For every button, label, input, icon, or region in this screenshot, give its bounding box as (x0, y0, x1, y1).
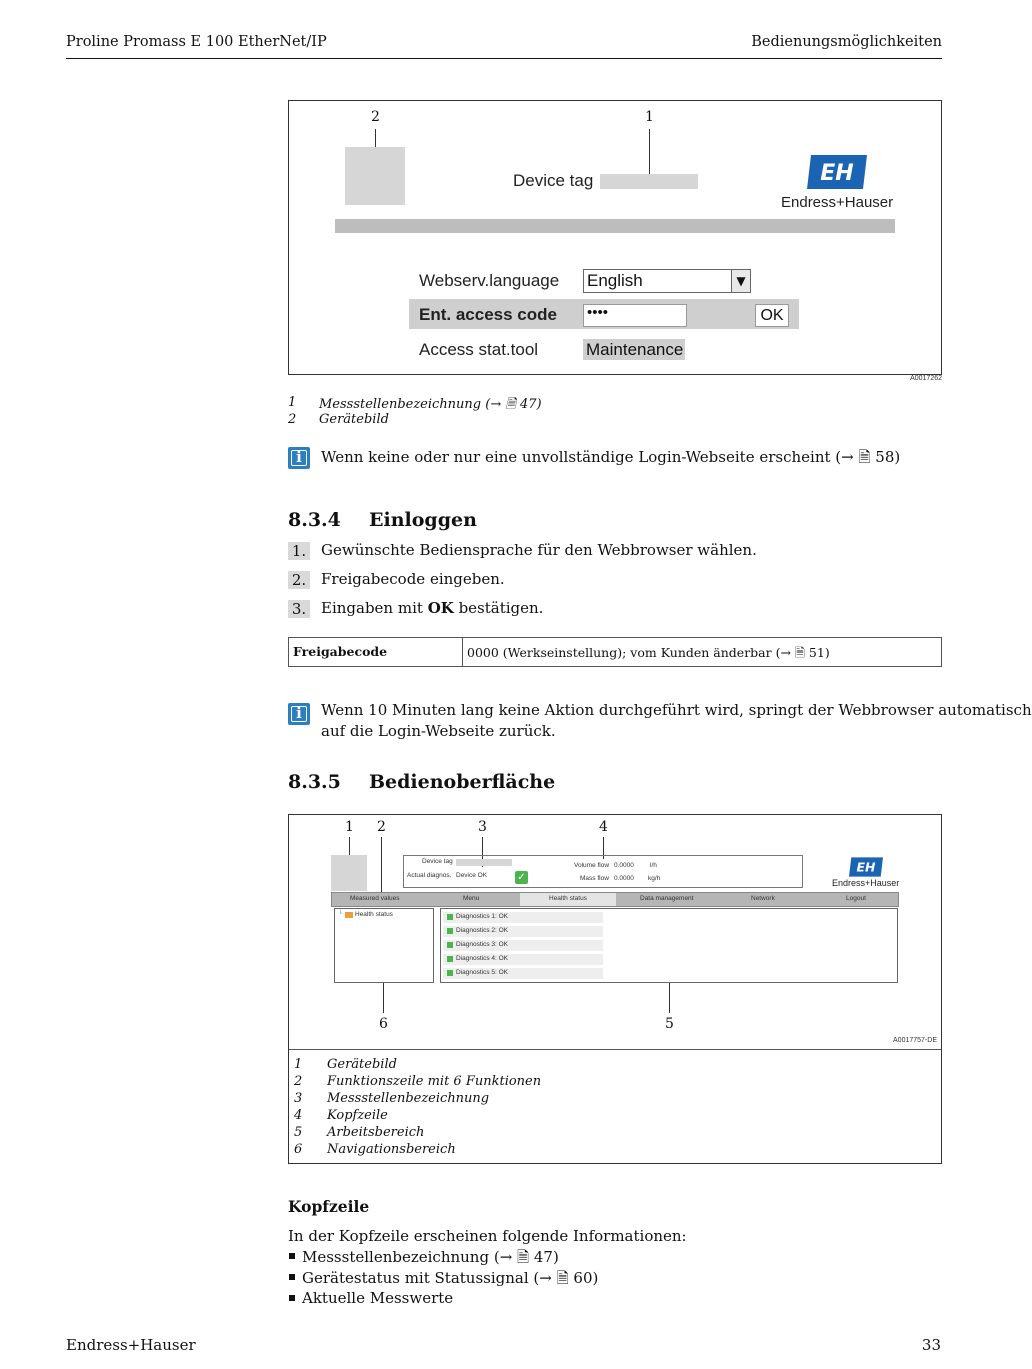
fig2-line-5 (669, 983, 670, 1013)
legend1-num-1: 1 (288, 395, 297, 410)
note2-line1: Wenn 10 Minuten lang keine Aktion durchgeführt wird, springt der Webbrowser automatisch (321, 701, 1032, 719)
fig2-work-area (440, 908, 898, 983)
fig2-tree-branch: └ (338, 910, 343, 917)
diag-3: Diagnostics 3: OK (456, 941, 509, 948)
ok-square-icon (447, 942, 453, 948)
section-834-number: 8.3.4 (288, 509, 341, 531)
fig2-callout-6: 6 (379, 1016, 388, 1032)
fig2-volume-value: 0.0000 (614, 862, 634, 869)
device-tag-label: Device tag (513, 171, 594, 190)
diag-1: Diagnostics 1: OK (456, 913, 509, 920)
fig2-callout-1: 1 (345, 819, 354, 835)
fig2-eh-logo-icon (849, 857, 883, 877)
header-bar (335, 219, 895, 233)
fig2-callout-3: 3 (478, 819, 487, 835)
login-figure (288, 100, 942, 375)
bullet-icon (289, 1295, 295, 1301)
access-tool-value: Maintenance (583, 339, 685, 360)
fig2-device-ok: Device OK (456, 872, 488, 879)
kopfzeile-item-2: Gerätestatus mit Statussignal (→ 🗎 60) (302, 1269, 599, 1287)
fig2-device-image (331, 855, 367, 891)
header-left: Proline Promass E 100 EtherNet/IP (66, 34, 327, 50)
legend2-text-5: Arbeitsbereich (327, 1125, 425, 1140)
fig2-line-2 (381, 837, 382, 897)
access-code-value: •••• (587, 304, 609, 321)
step-3-num: 3. (288, 600, 310, 618)
fig2-callout-4: 4 (599, 819, 608, 835)
svg-text:EH: EH (856, 859, 876, 875)
table-divider (462, 638, 463, 666)
language-label: Webserv.language (419, 271, 560, 290)
step-1-text: Gewünschte Bediensprache für den Webbrowser wählen. (321, 541, 757, 559)
step-3-post: bestätigen. (453, 599, 544, 617)
legend2-text-4: Kopfzeile (327, 1108, 388, 1123)
fig2-device-tag-field (456, 859, 512, 866)
fig2-callout-2: 2 (377, 819, 386, 835)
legend2-text-6: Navigationsbereich (327, 1142, 456, 1157)
chevron-down-icon[interactable]: ▼ (731, 270, 750, 292)
callout-line-1 (649, 129, 650, 177)
fig2-nav-item[interactable]: Health status (355, 911, 393, 918)
access-tool-label: Access stat.tool (419, 340, 539, 359)
legend1-text-1: Messstellenbezeichnung (→ 🗎 47) (319, 397, 542, 412)
legend1-text-2: Gerätebild (319, 412, 389, 427)
fig2-logo-text: Endress+Hauser (832, 878, 900, 888)
figure1-id: A0017262 (910, 375, 942, 382)
legend2-text-3: Messstellenbezeichnung (327, 1091, 490, 1106)
kopfzeile-item-3: Aktuelle Messwerte (302, 1289, 454, 1307)
diag-5: Diagnostics 5: OK (456, 969, 509, 976)
legend1-num-2: 2 (288, 412, 297, 427)
legend2-num-4: 4 (294, 1108, 303, 1123)
note1-text: Wenn keine oder nur eine unvollständige Login-Webseite erscheint (→ 🗎 58) (321, 448, 901, 466)
bullet-icon (289, 1274, 295, 1280)
footer-left: Endress+Hauser (66, 1336, 196, 1354)
access-code-label: Ent. access code (419, 305, 557, 324)
ok-button[interactable]: OK (755, 304, 789, 327)
fig2-menu-network[interactable]: Network (751, 895, 775, 902)
fig2-callout-5: 5 (665, 1016, 674, 1032)
logo-text: Endress+Hauser (781, 194, 894, 211)
fig2-volume-unit: l/h (650, 862, 657, 869)
language-select[interactable] (583, 269, 751, 293)
device-image-placeholder (345, 147, 405, 205)
step-2-text: Freigabecode eingeben. (321, 570, 505, 588)
step-2-num: 2. (288, 571, 310, 589)
fig2-device-tag: Device tag (422, 858, 453, 865)
legend2-text-2: Funktionszeile mit 6 Funktionen (327, 1074, 542, 1089)
callout-2: 2 (371, 109, 380, 125)
folder-icon (345, 912, 353, 918)
step-3-bold: OK (427, 599, 454, 617)
info-icon: i (288, 447, 310, 469)
fig2-menu-bar (331, 892, 899, 907)
legend2-text-1: Gerätebild (327, 1057, 397, 1072)
fig2-legend-divider (289, 1049, 941, 1050)
info-icon-2: i (288, 703, 310, 725)
callout-1: 1 (645, 109, 654, 125)
access-code-table (288, 637, 942, 667)
fig2-menu-logout[interactable]: Logout (846, 895, 866, 902)
ok-square-icon (447, 956, 453, 962)
step-3-text (321, 599, 543, 617)
fig2-nav-area (334, 908, 434, 983)
endress-hauser-logo-icon (807, 155, 867, 189)
note2-line2: auf die Login-Webseite zurück. (321, 722, 556, 740)
fig2-line-6 (383, 983, 384, 1013)
section-834-title: Einloggen (369, 509, 477, 531)
fig2-header-box (403, 855, 803, 888)
svg-text:EH: EH (820, 161, 854, 186)
ok-square-icon (447, 928, 453, 934)
fig2-mass-flow: Mass flow (580, 875, 609, 882)
device-tag-field (600, 174, 698, 189)
kopfzeile-item-1: Messstellenbezeichnung (→ 🗎 47) (302, 1248, 559, 1266)
diag-4: Diagnostics 4: OK (456, 955, 509, 962)
section-835-number: 8.3.5 (288, 771, 341, 793)
kopfzeile-intro: In der Kopfzeile erscheinen folgende Informationen: (288, 1227, 687, 1245)
header-right: Bedienungsmöglichkeiten (751, 34, 942, 50)
fig2-mass-unit: kg/h (648, 875, 661, 882)
legend2-num-1: 1 (294, 1057, 303, 1072)
table-value: 0000 (Werkseinstellung); vom Kunden änderbar (→ 🗎 51) (467, 645, 830, 660)
diag-2: Diagnostics 2: OK (456, 927, 509, 934)
bullet-icon (289, 1253, 295, 1259)
fig2-mass-value: 0.0000 (614, 875, 634, 882)
ui-figure (288, 814, 942, 1164)
access-code-input[interactable] (583, 304, 687, 327)
legend2-num-5: 5 (294, 1125, 303, 1140)
language-value: English (587, 271, 643, 290)
ok-square-icon (447, 970, 453, 976)
page-number: 33 (921, 1336, 941, 1354)
kopfzeile-title: Kopfzeile (288, 1197, 370, 1216)
fig2-volume-flow: Volume flow (574, 862, 610, 869)
step-1-num: 1. (288, 542, 310, 560)
header-rule (66, 58, 942, 59)
section-835-title: Bedienoberfläche (369, 771, 556, 793)
status-ok-icon: ✓ (515, 871, 528, 884)
fig2-id: A0017757-DE (893, 1037, 937, 1044)
fig2-actual-diag: Actual diagnos. (407, 872, 452, 879)
fig2-menu-health[interactable]: Health status (549, 895, 587, 902)
table-label: Freigabecode (293, 644, 388, 659)
legend2-num-6: 6 (294, 1142, 303, 1157)
fig2-menu-data[interactable]: Data management (640, 895, 694, 902)
legend2-num-3: 3 (294, 1091, 303, 1106)
legend2-num-2: 2 (294, 1074, 303, 1089)
fig2-menu-measured[interactable]: Measured values (350, 895, 400, 902)
step-3-pre: Eingaben mit (321, 599, 428, 617)
ok-square-icon (447, 914, 453, 920)
fig2-menu-menu[interactable]: Menu (463, 895, 480, 902)
